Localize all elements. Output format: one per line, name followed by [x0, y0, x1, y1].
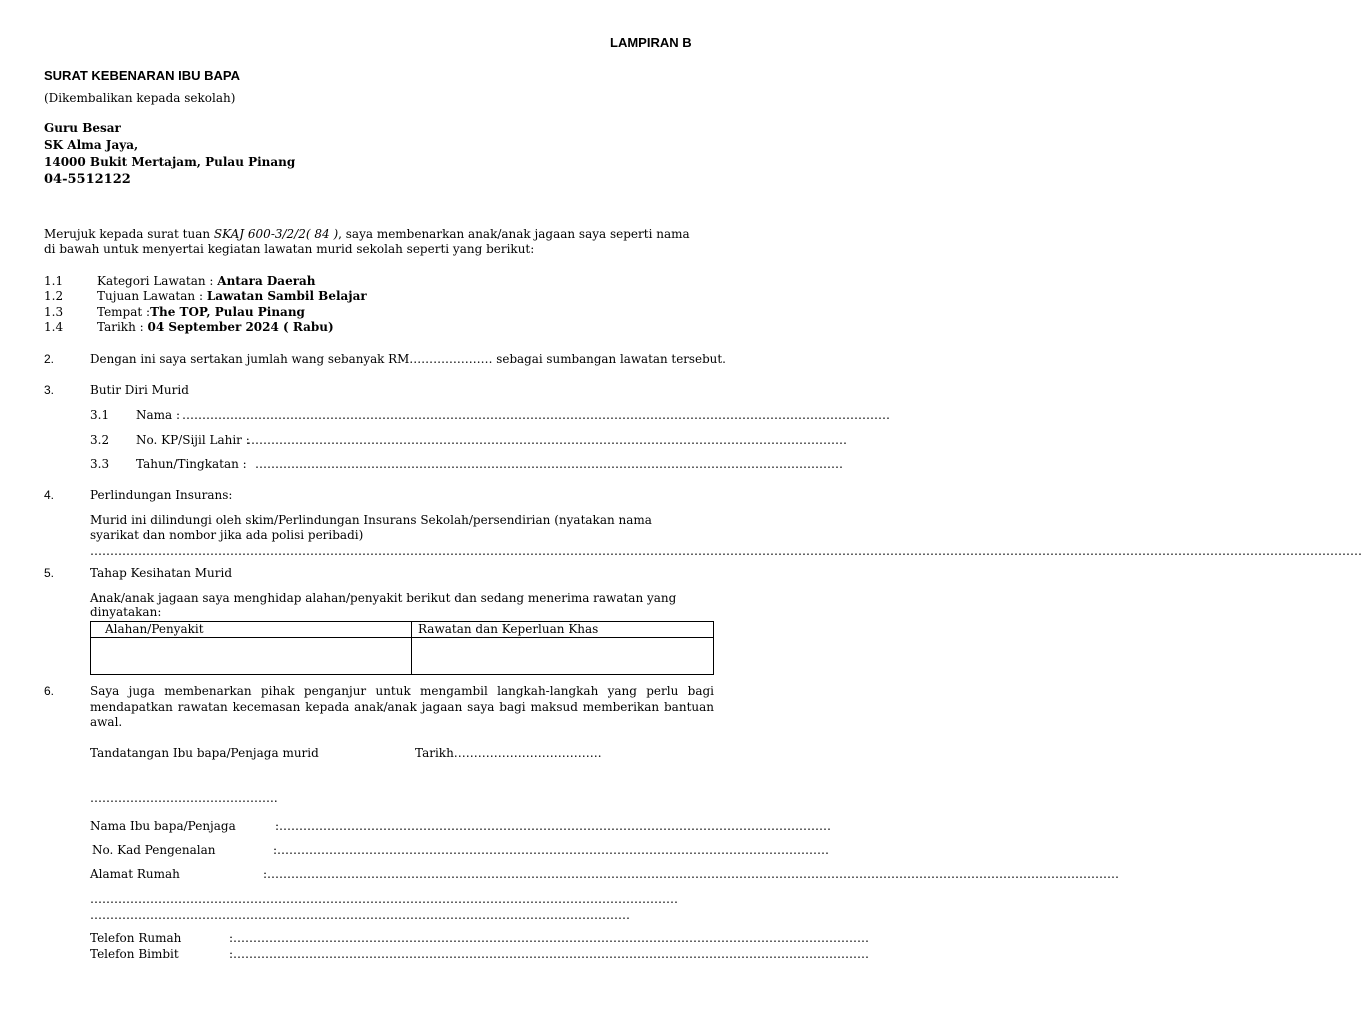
item-1-3-number: 1.3: [44, 305, 64, 319]
home-address-line-1[interactable]: :……………………………………………………………………………………………………………………………………………………………………………………………: [263, 867, 1120, 881]
student-ic-label: No. KP/Sijil Lahir :: [136, 433, 250, 447]
signature-line[interactable]: ………………………………………..: [90, 791, 278, 805]
home-address-label: Alamat Rumah: [90, 867, 180, 881]
reference-number: SKAJ 600-3/2/2( 84 ): [213, 227, 339, 241]
table-header-alahan: Alahan/Penyakit: [91, 622, 412, 638]
item-1-1-number: 1.1: [44, 274, 64, 288]
intro-line-2: di bawah untuk menyertai kegiatan lawatan murid sekolah seperti yang berikut:: [44, 242, 535, 256]
section-6-text-1: Saya juga membenarkan pihak penganjur untuk mengambil langkah-langkah yang perlu bagi: [90, 684, 714, 698]
table-row: [91, 638, 714, 675]
ic-number-label: No. Kad Pengenalan: [92, 843, 216, 857]
section-3-number: 3.: [44, 383, 55, 397]
table-header-row: [91, 622, 714, 638]
item-1-4: Tarikh : 04 September 2024 ( Rabu): [97, 320, 334, 334]
student-name-line[interactable]: ……………………………………………………………………………………………………………………………………………………………: [182, 408, 890, 422]
address-line-2: SK Alma Jaya,: [44, 138, 139, 152]
home-address-line-2[interactable]: …………………………………………………………………………………………………………………………………: [90, 892, 678, 906]
home-phone-label: Telefon Rumah: [90, 931, 182, 945]
section-6-number: 6.: [44, 684, 55, 698]
section-2-number: 2.: [44, 352, 55, 366]
student-class-label: Tahun/Tingkatan :: [136, 457, 247, 471]
row-3-3-number: 3.3: [90, 457, 110, 471]
student-class-line[interactable]: …………………………………………………………………………………………………………………………………: [255, 457, 843, 471]
section-6-text-2: mendapatkan rawatan kecemasan kepada anak/anak jagaan saya bagi maksud memberikan bantuan: [90, 700, 714, 714]
mobile-phone-label: Telefon Bimbit: [90, 947, 179, 961]
intro-line-1: Merujuk kepada surat tuan SKAJ 600-3/2/2( 84 ), saya membenarkan anak/anak jagaan saya seperti nama: [44, 227, 690, 241]
home-address-line-3[interactable]: ………………………………………………………………………………………………………………………: [90, 908, 630, 922]
insurance-line[interactable]: …………………………………………………………………………………………………………………………………………………………………………………………………………………………………………………………………………………………: [90, 544, 1362, 558]
parent-name-label: Nama Ibu bapa/Penjaga: [90, 819, 236, 833]
section-3-title: Butir Diri Murid: [90, 383, 189, 397]
address-phone: 04-5512122: [44, 172, 131, 187]
table-header-rawatan: Rawatan dan Keperluan Khas: [412, 622, 714, 638]
insurance-text-2: syarikat dan nombor jika ada polisi peribadi): [90, 528, 364, 542]
health-text-1: Anak/anak jagaan saya menghidap alahan/penyakit berikut dan sedang menerima rawatan yang: [90, 591, 677, 605]
form-title: SURAT KEBENARAN IBU BAPA: [44, 68, 240, 83]
item-1-3: Tempat :The TOP, Pulau Pinang: [97, 305, 305, 319]
row-3-2-number: 3.2: [90, 433, 110, 447]
row-3-1-number: 3.1: [90, 408, 110, 422]
student-ic-line[interactable]: ……………………………………………………………………………………………………………………………………: [247, 433, 847, 447]
address-line-1: Guru Besar: [44, 121, 121, 135]
section-6-text-3: awal.: [90, 715, 123, 729]
student-name-label: Nama :: [136, 408, 181, 422]
item-1-2-number: 1.2: [44, 289, 64, 303]
mobile-phone-line[interactable]: :……………………………………………………………………………………………………………………………………………: [229, 947, 870, 961]
section-4-number: 4.: [44, 488, 55, 502]
lampiran-label: LAMPIRAN B: [610, 35, 692, 50]
signature-date[interactable]: Tarikh……………………………….: [415, 746, 602, 760]
section-5-title: Tahap Kesihatan Murid: [90, 566, 233, 580]
signature-label: Tandatangan Ibu bapa/Penjaga murid: [90, 746, 319, 760]
address-line-3: 14000 Bukit Mertajam, Pulau Pinang: [44, 155, 296, 169]
table-cell-rawatan[interactable]: [412, 638, 714, 675]
health-table: [90, 621, 714, 675]
section-4-title: Perlindungan Insurans:: [90, 488, 233, 502]
home-phone-line[interactable]: :……………………………………………………………………………………………………………………………………………: [229, 931, 870, 945]
item-1-4-number: 1.4: [44, 320, 64, 334]
form-subtitle: (Dikembalikan kepada sekolah): [44, 91, 236, 105]
table-cell-alahan[interactable]: [91, 638, 412, 675]
ic-number-line[interactable]: :…………………………………………………………………………………………………………………………: [273, 843, 830, 857]
parent-name-line[interactable]: :…………………………………………………………………………………………………………………………: [275, 819, 832, 833]
insurance-text-1: Murid ini dilindungi oleh skim/Perlindungan Insurans Sekolah/persendirian (nyatakan nama: [90, 513, 652, 527]
item-1-1: Kategori Lawatan : Antara Daerah: [97, 274, 316, 288]
health-text-2: dinyatakan:: [90, 605, 162, 619]
item-1-2: Tujuan Lawatan : Lawatan Sambil Belajar: [97, 289, 367, 303]
section-5-number: 5.: [44, 566, 55, 580]
section-2-text: Dengan ini saya sertakan jumlah wang sebanyak RM………………… sebagai sumbangan lawatan tersebut.: [90, 352, 726, 366]
